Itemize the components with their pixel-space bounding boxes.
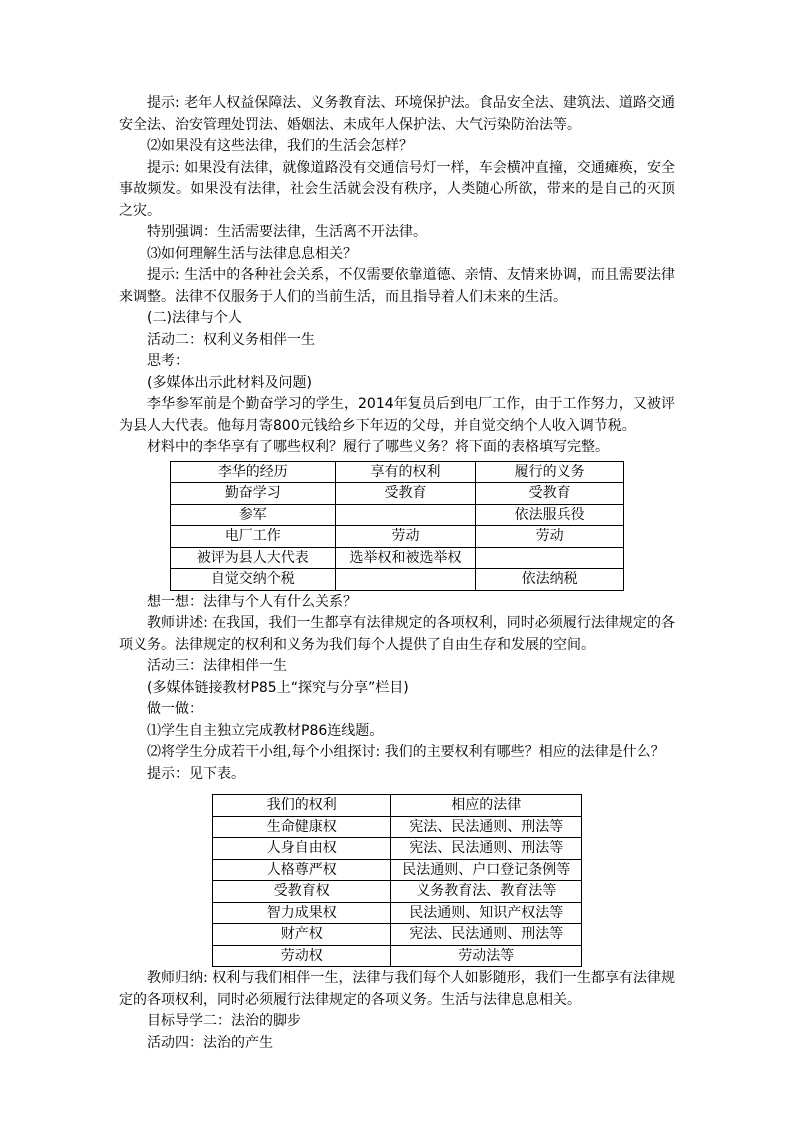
table-row	[171, 483, 624, 505]
table-cell: 受教育	[476, 483, 624, 505]
paragraph: 提示: 如果没有法律，就像道路没有交通信号灯一样，车会横冲直撞，交通瘫痪，安全事故频发。如果没有法律，社会生活就会没有秩序，人类随心所欲，带来的是自己的灭顶之灾。	[119, 159, 675, 219]
table-cell: 劳动	[476, 526, 624, 548]
section-between-tables	[119, 592, 675, 786]
paragraph: 教师归纳: 权利与我们相伴一生，法律与我们每个人如影随形，我们一生都享有法律规定的各项权利，同时必须履行法律规定的各项义务。生活与法律息息相关。	[119, 970, 675, 1008]
table-cell: 宪法、民法通则、刑法等	[391, 924, 582, 946]
table-row	[213, 838, 582, 860]
table-row	[171, 526, 624, 548]
table-cell: 受教育权	[213, 881, 391, 903]
table-cell: 宪法、民法通则、刑法等	[391, 838, 582, 860]
table-cell: 受教育	[335, 483, 476, 505]
paragraph: 活动二：权利义务相伴一生	[147, 331, 315, 348]
paragraph: 活动四：法治的产生	[147, 1034, 273, 1051]
table-row	[213, 924, 582, 946]
table-cell: 人身自由权	[213, 838, 391, 860]
table-header-row	[171, 461, 624, 483]
paragraph: 活动三：法律相伴一生	[147, 658, 287, 674]
table-cell: 财产权	[213, 924, 391, 946]
table-row	[171, 547, 624, 569]
table-row	[213, 945, 582, 967]
table-row	[171, 504, 624, 526]
table-cell: 人格尊严权	[213, 859, 391, 881]
paragraph: ⑶如何理解生活与法律息息相关？	[147, 245, 357, 262]
table-cell: 被评为县人大代表	[171, 547, 336, 569]
paragraph: 提示: 老年人权益保障法、义务教育法、环境保护法。食品安全法、建筑法、道路交通安全法、治安管理处罚法、婚姻法、未成年人保护法、大气污染防治法等。	[119, 95, 675, 133]
table-cell: 民法通则、知识产权法等	[391, 902, 582, 924]
paragraph: (多媒体链接教材P85上“探究与分享”栏目)	[147, 679, 409, 696]
table-cell: 民法通则、户口登记条例等	[391, 859, 582, 881]
paragraph: (多媒体出示此材料及问题)	[147, 374, 312, 391]
table-cell: 依法纳税	[476, 569, 624, 591]
table-row	[213, 881, 582, 903]
table-cell: 智力成果权	[213, 902, 391, 924]
table-row	[171, 569, 624, 591]
document-page	[119, 93, 675, 1054]
table-cell: 劳动	[335, 526, 476, 548]
table-cell	[335, 504, 476, 526]
paragraph: 特别强调：生活需要法律，生活离不开法律。	[147, 224, 427, 240]
header-cell: 履行的义务	[476, 461, 624, 483]
table-header-row	[213, 795, 582, 817]
table-cell: 劳动权	[213, 945, 391, 967]
table-cell: 生命健康权	[213, 816, 391, 838]
table-cell	[476, 547, 624, 569]
paragraph: 教师讲述: 在我国，我们一生都享有法律规定的各项权利，同时必须履行法律规定的各项义务。法律规定的权利和义务为我们每个人提供了自由生存和发展的空间。	[119, 615, 675, 653]
paragraph: (二)法律与个人	[147, 310, 242, 326]
table-row	[213, 902, 582, 924]
table-cell: 自觉交纳个税	[171, 569, 336, 591]
paragraph: ⑵将学生分成若干小组,每个小组探讨: 我们的主要权利有哪些？相应的法律是什么？	[147, 744, 665, 760]
paragraph: 想一想：法律与个人有什么关系？	[147, 593, 357, 610]
table-cell: 选举权和被选举权	[335, 547, 476, 569]
header-cell: 相应的法律	[391, 795, 582, 817]
paragraph: 目标导学二：法治的脚步	[147, 1013, 301, 1029]
paragraph: ⑵如果没有这些法律，我们的生活会怎样？	[147, 138, 413, 154]
paragraph: 材料中的李华享有了哪些权利？履行了哪些义务？将下面的表格填写完整。	[147, 439, 609, 455]
header-cell: 我们的权利	[213, 795, 391, 817]
paragraph: 思考：	[147, 353, 189, 369]
table-cell: 电厂工作	[171, 526, 336, 548]
table-cell: 参军	[171, 504, 336, 526]
header-cell: 李华的经历	[171, 461, 336, 483]
table-cell	[335, 569, 476, 591]
paragraph: 提示：见下表。	[147, 765, 245, 782]
table-row	[213, 859, 582, 881]
rights-duties-table	[170, 461, 624, 591]
header-cell: 享有的权利	[335, 461, 476, 483]
table-cell: 依法服兵役	[476, 504, 624, 526]
paragraph: 提示: 生活中的各种社会关系，不仅需要依靠道德、亲情、友情来协调，而且需要法律来调整。法律不仅服务于人们的当前生活，而且指导着人们未来的生活。	[119, 267, 675, 305]
table-cell: 宪法、民法通则、刑法等	[391, 816, 582, 838]
table-cell: 义务教育法、教育法等	[391, 881, 582, 903]
section-before-table1	[119, 93, 675, 459]
paragraph: 做一做：	[147, 701, 203, 717]
paragraph: ⑴学生自主独立完成教材P86连线题。	[147, 722, 384, 739]
table-cell: 勤奋学习	[171, 483, 336, 505]
paragraph: 李华参军前是个勤奋学习的学生，2014年复员后到电厂工作，由于工作努力，又被评为县人大代表。他每月寄800元钱给乡下年迈的父母，并自觉交纳个人收入调节税。	[119, 396, 675, 434]
section-after-table2	[119, 968, 675, 1054]
rights-laws-table	[212, 794, 582, 967]
table-cell: 劳动法等	[391, 945, 582, 967]
table-row	[213, 816, 582, 838]
